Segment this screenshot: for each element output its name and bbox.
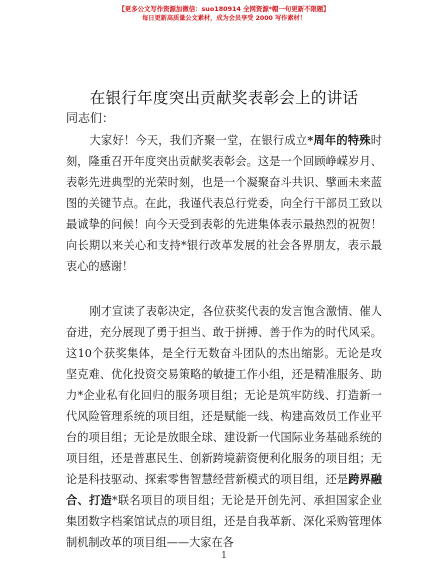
body-paragraph-1 bbox=[66, 130, 382, 290]
promo-banner-line-1: 【更多公文写作资源加微信：suo180914 全网资源*帽一句更新不限题】 bbox=[118, 5, 330, 13]
paragraph-2-text-end: *联名项目的项目组；无论是开创先河、承担国家企业集团数字档案馆试点的项目组，还是自我革新、深化采购管理体制机制改革的项目组——大家在各 bbox=[66, 494, 382, 549]
body-paragraph-2 bbox=[66, 301, 382, 565]
paragraph-1-text-end: 时刻，隆重召开年度突出贡献奖表彰会。这是一个回顾峥嵘岁月、表彰先进典型的光荣时刻，也是一个凝聚奋斗共识、擘画未来蓝图的关键节点。在此，我谨代表总行党委，向全行干部员工致以最诚挚的问候！向今天受到表彰的先进集体表示最热烈的祝贺！向长期以来关心和支持*银行改革发展的社会各界朋友，表示最衷心的感谢！ bbox=[66, 134, 382, 273]
paragraph-1-bold-text: *周年的特殊 bbox=[307, 133, 371, 147]
paragraph-2-bold-text: 跨界融合、打造 bbox=[66, 472, 382, 507]
document-title: 在银行年度突出贡献奖表彰会上的讲话 bbox=[89, 89, 359, 107]
paragraph-2-text-start: 刚才宣读了表彰决定，各位获奖代表的发言饱含激情、催人奋进，充分展现了勇于担当、敢于拼搏、善于作为的时代风采。这10个获奖集体，是全行无数奋斗团队的杰出缩影。无论是攻坚克难、优化投资交易策略的敏捷工作小组，还是精准服务、助力*企业私有化回归的服务项目组；无论是筑牢防线、打造新一代风险管理系统的项目组，还是赋能一线、构建高效员工作业平台的项目组；无论是放眼全球、建设新一代国际业务基础系统的项目组，还是普惠民生、创新跨境薪资便利化服务的项目组；无论是科技驱动、探索零售智慧经营新模式的项目组，还是 bbox=[66, 305, 382, 486]
salutation: 同志们： bbox=[66, 111, 115, 125]
page-number: 1 bbox=[221, 551, 227, 561]
paragraph-1-text-start: 大家好！今天，我们齐聚一堂，在银行成立 bbox=[89, 134, 308, 147]
promo-banner bbox=[0, 4, 448, 24]
promo-banner-line-2: 每日更新高质量公文素材，成为会员享受 2000 写作素材！ bbox=[142, 15, 306, 22]
